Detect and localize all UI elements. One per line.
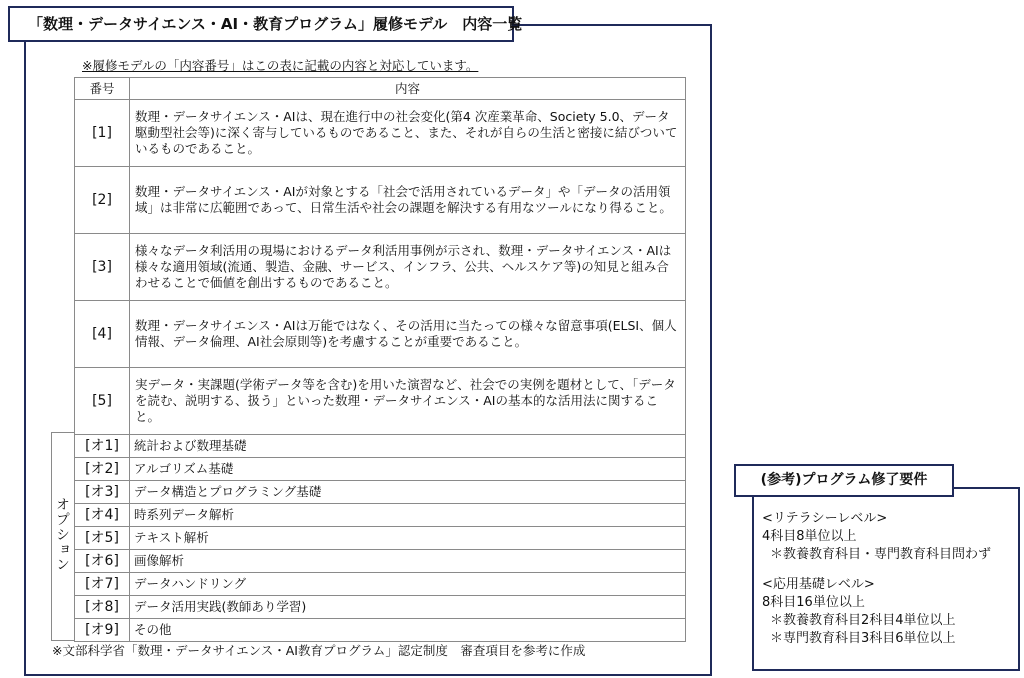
option-content: 画像解析 [130,550,686,573]
option-number: [オ9] [75,619,130,642]
note-top: ※履修モデルの「内容番号」はこの表に記載の内容と対応しています。 [82,58,479,73]
table-row [75,301,686,368]
table-row [75,368,686,435]
option-row [75,504,686,527]
row-content: 数理・データサイエンス・AIは万能ではなく、その活用に当たっての様々な留意事項(ELSI、個人情報、データ倫理、AI社会原則等)を考慮することが重要であること。 [130,301,686,368]
spacer [762,564,991,576]
row-content: 数理・データサイエンス・AIは、現在進行中の社会変化(第4 次産業革命、Society 5.0、データ駆動型社会等)に深く寄与しているものであること、また、それが自らの生活と密接に結びついているものであること。 [130,100,686,167]
option-content: データ構造とプログラミング基礎 [130,481,686,504]
option-content: データ活用実践(教師あり学習) [130,596,686,619]
option-number: [オ2] [75,458,130,481]
option-label: オプション [54,497,70,572]
option-content: テキスト解析 [130,527,686,550]
option-number: [オ3] [75,481,130,504]
option-number: [オ5] [75,527,130,550]
option-content: データハンドリング [130,573,686,596]
table-row [75,167,686,234]
table-row [75,234,686,301]
reference-title: (参考)プログラム修了要件 [734,464,954,497]
option-row [75,573,686,596]
option-number: [オ1] [75,435,130,458]
reference-body [762,510,991,648]
literacy-line2: ＊教養教育科目・専門教育科目問わず [770,547,992,562]
literacy-heading: <リテラシーレベル> [762,511,888,526]
option-number: [オ7] [75,573,130,596]
option-content: アルゴリズム基礎 [130,458,686,481]
table-row [75,100,686,167]
page-title: 「数理・データサイエンス・AI・教育プログラム」履修モデル 内容一覧 [8,6,514,42]
row-number: [3] [75,234,130,301]
option-row [75,596,686,619]
row-number: [2] [75,167,130,234]
table-header-row [75,78,686,100]
row-number: [5] [75,368,130,435]
option-row [75,458,686,481]
row-number: [1] [75,100,130,167]
applied-line1: 8科目16単位以上 [762,595,865,610]
header-content: 内容 [130,78,686,100]
option-content: 時系列データ解析 [130,504,686,527]
option-content: その他 [130,619,686,642]
option-number: [オ8] [75,596,130,619]
option-row [75,550,686,573]
applied-line2: ＊教養教育科目2科目4単位以上 [770,613,956,628]
content-table [74,77,686,642]
option-row [75,527,686,550]
header-number: 番号 [75,78,130,100]
applied-line3: ＊専門教育科目3科目6単位以上 [770,631,956,646]
option-number: [オ4] [75,504,130,527]
applied-heading: <応用基礎レベル> [762,577,875,592]
literacy-line1: 4科目8単位以上 [762,529,857,544]
row-content: 実データ・実課題(学術データ等を含む)を用いた演習など、社会での実例を題材として、「データを読む、説明する、扱う」といった数理・データサイエンス・AIの基本的な活用法に関すること。 [130,368,686,435]
option-row [75,481,686,504]
option-content: 統計および数理基礎 [130,435,686,458]
note-bottom: ※文部科学省「数理・データサイエンス・AI教育プログラム」認定制度 審査項目を参考に作成 [52,643,586,658]
option-row [75,435,686,458]
row-content: 様々なデータ利活用の現場におけるデータ利活用事例が示され、数理・データサイエンス・AIは様々な適用領域(流通、製造、金融、サービス、インフラ、公共、ヘルスケア等)の知見と組み合わせることで価値を創出するものであること。 [130,234,686,301]
option-number: [オ6] [75,550,130,573]
option-row [75,619,686,642]
row-content: 数理・データサイエンス・AIが対象とする「社会で活用されているデータ」や「データの活用領域」は非常に広範囲であって、日常生活や社会の課題を解決する有用なツールになり得ること。 [130,167,686,234]
row-number: [4] [75,301,130,368]
